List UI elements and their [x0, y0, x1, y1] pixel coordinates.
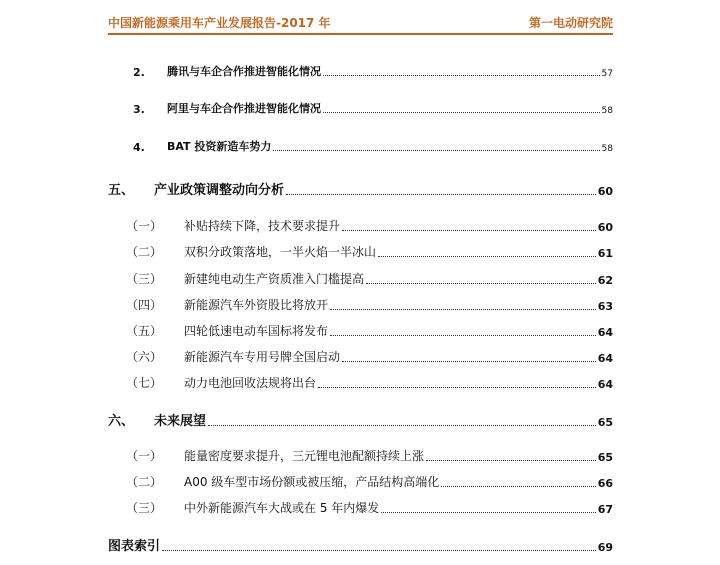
toc-page: 64	[597, 352, 613, 365]
dot-leader	[441, 485, 595, 487]
toc-number: 2.	[133, 66, 145, 79]
toc-number: （二）	[126, 245, 163, 259]
toc-page: 65	[597, 451, 613, 464]
toc-page: 64	[597, 326, 613, 339]
dot-leader	[162, 549, 596, 551]
dot-leader	[342, 229, 596, 231]
toc-number: （六）	[126, 350, 163, 364]
toc-number: （一）	[126, 449, 163, 463]
toc-entry[interactable]	[126, 323, 613, 339]
toc-entry[interactable]	[126, 218, 613, 234]
toc-number: （五）	[126, 324, 163, 338]
toc-number: 4.	[133, 141, 145, 154]
toc-page: 61	[597, 247, 613, 260]
toc-page: 67	[597, 503, 613, 516]
report-title: 中国新能源乘用车产业发展报告-2017 年	[108, 16, 331, 30]
toc-page: 58	[601, 144, 613, 154]
toc-title: 新能源汽车外资股比将放开	[184, 298, 329, 312]
toc-entry[interactable]	[133, 100, 613, 116]
toc-entry[interactable]	[133, 63, 613, 79]
dot-leader	[323, 74, 600, 76]
dot-leader	[381, 511, 595, 513]
toc-page: 62	[597, 274, 613, 287]
dot-leader	[323, 111, 600, 113]
toc-entry[interactable]	[126, 349, 613, 365]
toc-number: （二）	[126, 475, 163, 489]
toc-page: 63	[597, 300, 613, 313]
toc-index-entry[interactable]	[108, 538, 613, 554]
toc-page: 69	[597, 541, 613, 554]
dot-leader	[330, 334, 596, 336]
toc-title: BAT 投资新造车势力	[167, 140, 272, 153]
toc-page: 58	[601, 106, 613, 116]
toc-title: 双积分政策落地，一半火焰一半冰山	[184, 245, 377, 259]
toc-title: 阿里与车企合作推进智能化情况	[167, 102, 321, 115]
toc-title: 新建纯电动生产资质准入门槛提高	[184, 272, 365, 286]
dot-leader	[378, 255, 596, 257]
toc-entry[interactable]	[126, 375, 613, 391]
chapter-number: 五、	[108, 183, 135, 198]
toc-entry[interactable]	[133, 138, 613, 154]
toc-entry[interactable]	[126, 448, 613, 464]
toc-page: 57	[601, 69, 613, 79]
toc-title: 新能源汽车专用号牌全国启动	[184, 350, 341, 364]
toc-number: 3.	[133, 103, 145, 116]
dot-leader	[426, 459, 596, 461]
dot-leader	[208, 424, 596, 426]
dot-leader	[286, 193, 596, 195]
toc-number: （三）	[126, 501, 163, 515]
toc-title: 能量密度要求提升，三元锂电池配额持续上涨	[184, 449, 425, 463]
page-header	[108, 11, 613, 35]
toc-entry[interactable]	[126, 271, 613, 287]
dot-leader	[342, 360, 596, 362]
dot-leader	[273, 149, 599, 151]
toc-title: 四轮低速电动车国标将发布	[184, 324, 329, 338]
toc-title: 腾讯与车企合作推进智能化情况	[167, 65, 321, 78]
toc-title: A00 级车型市场份额或被压缩，产品结构高端化	[184, 475, 440, 489]
chapter-title: 未来展望	[154, 414, 207, 429]
toc-entry[interactable]	[126, 474, 613, 490]
toc-page: 64	[597, 378, 613, 391]
toc-entry[interactable]	[126, 297, 613, 313]
toc-page: 60	[597, 185, 613, 198]
toc-title: 中外新能源汽车大战或在 5 年内爆发	[184, 501, 380, 515]
dot-leader	[330, 308, 596, 310]
publisher-name: 第一电动研究院	[528, 16, 613, 30]
toc-number: （七）	[126, 376, 163, 390]
toc-chapter[interactable]	[108, 413, 613, 429]
chapter-number: 六、	[108, 414, 135, 429]
toc-number: （四）	[126, 298, 163, 312]
toc-number: （一）	[126, 219, 163, 233]
dot-leader	[366, 282, 596, 284]
toc-page: 60	[597, 221, 613, 234]
toc-number: （三）	[126, 272, 163, 286]
dot-leader	[318, 386, 596, 388]
toc-title: 补贴持续下降，技术要求提升	[184, 219, 341, 233]
chapter-title: 产业政策调整动向分析	[154, 183, 285, 198]
index-title: 图表索引	[108, 539, 161, 554]
toc-title: 动力电池回收法规将出台	[184, 376, 317, 390]
toc-entry[interactable]	[126, 500, 613, 516]
toc-entry[interactable]	[126, 244, 613, 260]
toc-chapter[interactable]	[108, 182, 613, 198]
toc-page: 65	[597, 416, 613, 429]
toc-page: 66	[597, 477, 613, 490]
